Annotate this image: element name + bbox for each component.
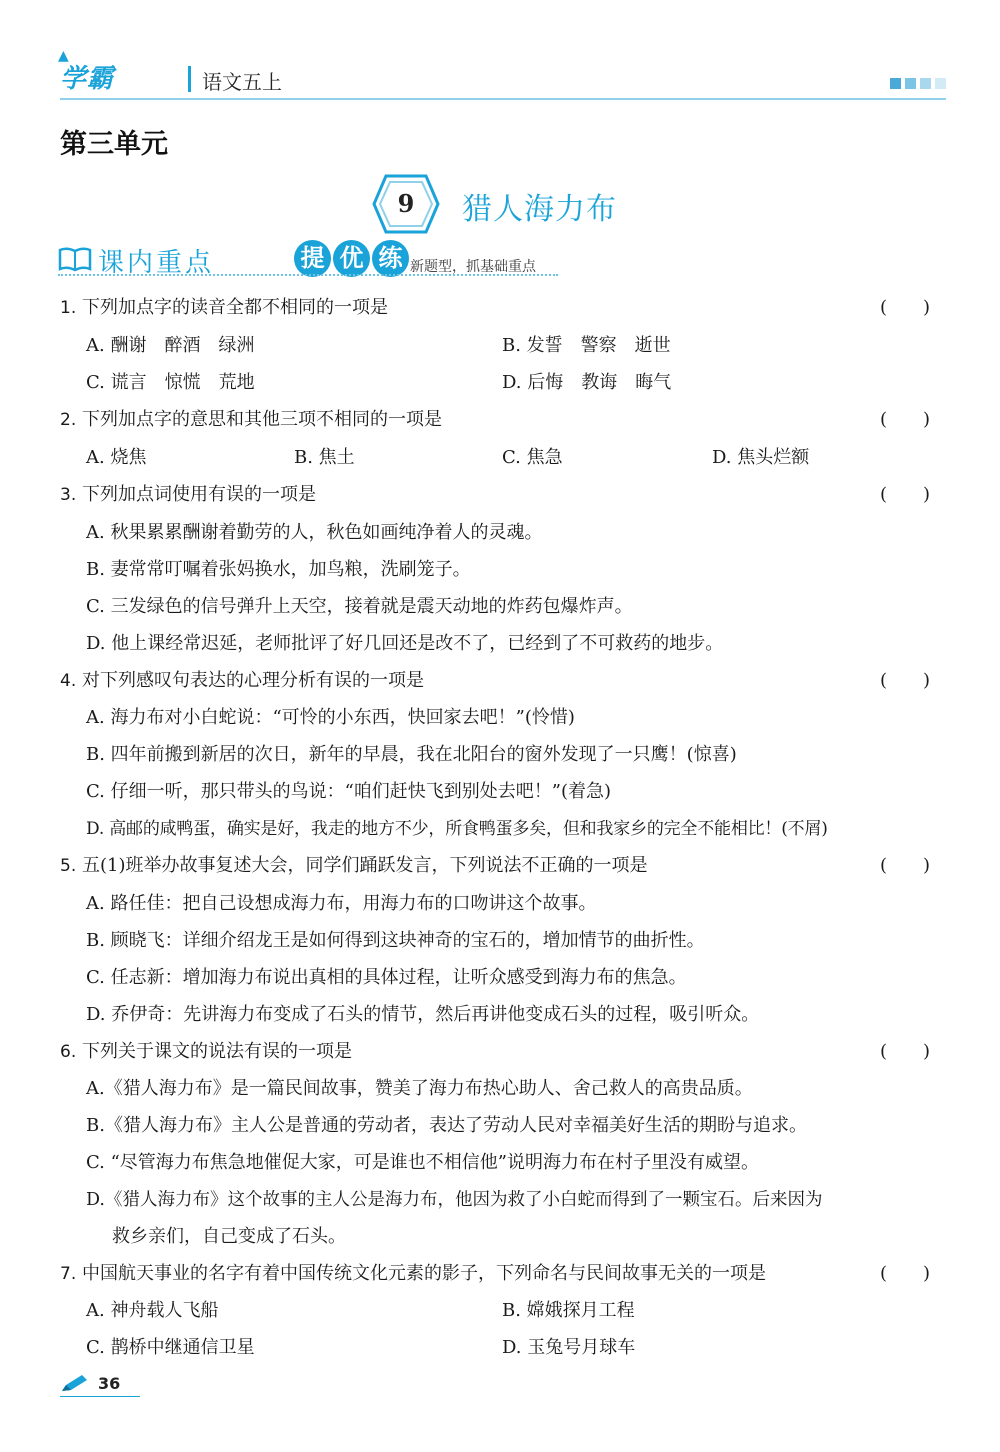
option-c: C. 任志新：增加海力布说出真相的具体过程，让听众感受到海力布的焦急。 (86, 967, 687, 988)
option-b: B. 四年前搬到新居的次日，新年的早晨，我在北阳台的窗外发现了一只鹰！(惊喜) (86, 744, 737, 765)
question-number: 4. (60, 671, 77, 691)
question-stem: 下列关于课文的说法有误的一项是 (81, 1041, 352, 1062)
graduation-cap-icon: ▲ (58, 48, 70, 64)
option-b: B. 发誓 警察 逝世 (502, 335, 671, 356)
unit-title: 第三单元 (60, 129, 168, 160)
decor-square (890, 78, 901, 89)
option-a: A. 酬谢 醉酒 绿洲 (86, 335, 255, 356)
option-a: A. 路任佳：把自己设想成海力布，用海力布的口吻讲这个故事。 (86, 893, 597, 914)
option-a: A. 秋果累累酬谢着勤劳的人，秋色如画纯净着人的灵魂。 (86, 522, 543, 543)
footer-rule (60, 1396, 140, 1397)
option-d: D. 玉兔号月球车 (502, 1337, 636, 1358)
answer-bracket[interactable]: ( ) (880, 409, 931, 430)
question-7 (60, 1262, 766, 1286)
option-d: D. 焦头烂额 (712, 447, 810, 468)
question-stem: 中国航天事业的名字有着中国传统文化元素的影子，下列命名与民间故事无关的一项是 (81, 1263, 766, 1284)
option-c: C. 仔细一听，那只带头的鸟说：“咱们赶快飞到别处去吧！”(着急) (86, 781, 612, 802)
option-a: A.《猎人海力布》是一篇民间故事，赞美了海力布热心助人、舍己救人的高贵品质。 (86, 1078, 753, 1099)
book-title: 语文五上 (202, 70, 282, 94)
question-number: 2. (60, 410, 77, 430)
lesson-number: 9 (397, 189, 415, 218)
decor-square (920, 78, 931, 89)
option-c: C. “尽管海力布焦急地催促大家，可是谁也不相信他”说明海力布在村子里没有威望。 (86, 1152, 759, 1173)
option-b: B. 焦土 (294, 447, 355, 468)
section-tagline: 新题型，抓基础重点 (410, 259, 536, 275)
option-c: C. 鹊桥中继通信卫星 (86, 1337, 255, 1358)
open-book-icon (58, 246, 92, 272)
question-5 (60, 854, 647, 878)
header-decoration (890, 78, 946, 89)
option-d: D. 他上课经常迟延，老师批评了好几回还是改不了，已经到了不可救药的地步。 (86, 633, 724, 654)
option-a: A. 神舟载人飞船 (86, 1300, 219, 1321)
option-a: A. 海力布对小白蛇说：“可怜的小东西，快回家去吧！”(怜惜) (86, 707, 575, 728)
pencil-icon (60, 1374, 90, 1394)
lesson-title: 猎人海力布 (462, 192, 617, 227)
option-b: B. 嫦娥探月工程 (502, 1300, 635, 1321)
section-label: 课内重点 (98, 248, 215, 278)
answer-bracket[interactable]: ( ) (880, 1263, 931, 1284)
page-number: 36 (98, 1374, 121, 1393)
badge-char: 提 (294, 240, 331, 277)
option-d-continued: 救乡亲们，自己变成了石头。 (112, 1226, 346, 1247)
header-divider (188, 66, 191, 92)
question-6 (60, 1040, 352, 1064)
question-number: 7. (60, 1264, 77, 1284)
brand-logo-text: 学霸 (60, 64, 115, 94)
answer-bracket[interactable]: ( ) (880, 1041, 931, 1062)
brand-logo (58, 48, 115, 95)
question-number: 6. (60, 1042, 77, 1062)
decor-square (935, 78, 946, 89)
question-1 (60, 296, 388, 320)
answer-bracket[interactable]: ( ) (880, 855, 931, 876)
page-header (58, 48, 946, 102)
answer-bracket[interactable]: ( ) (880, 484, 931, 505)
section-badge (294, 240, 409, 277)
badge-char: 优 (333, 240, 370, 277)
question-stem: 下列加点字的读音全都不相同的一项是 (81, 297, 388, 318)
option-c: C. 焦急 (502, 447, 563, 468)
option-b: B. 妻常常叮嘱着张妈换水，加鸟粮，洗刷笼子。 (86, 559, 471, 580)
decor-square (905, 78, 916, 89)
question-stem: 下列加点词使用有误的一项是 (81, 484, 316, 505)
option-c: C. 谎言 惊慌 荒地 (86, 372, 255, 393)
question-number: 1. (60, 298, 77, 318)
option-b: B. 顾晓飞：详细介绍龙王是如何得到这块神奇的宝石的，增加情节的曲折性。 (86, 930, 705, 951)
option-a: A. 烧焦 (86, 447, 147, 468)
option-d: D.《猎人海力布》这个故事的主人公是海力布，他因为救了小白蛇而得到了一颗宝石。后来因为 (86, 1190, 823, 1210)
option-b: B.《猎人海力布》主人公是普通的劳动者，表达了劳动人民对幸福美好生活的期盼与追求。 (86, 1115, 807, 1136)
question-stem: 下列加点字的意思和其他三项不相同的一项是 (81, 409, 442, 430)
question-number: 5. (60, 856, 77, 876)
answer-bracket[interactable]: ( ) (880, 670, 931, 691)
section-banner (58, 240, 578, 282)
option-d: D. 后悔 教诲 晦气 (502, 372, 672, 393)
option-d: D. 乔伊奇：先讲海力布变成了石头的情节，然后再讲他变成石头的过程，吸引听众。 (86, 1004, 760, 1025)
question-2 (60, 408, 442, 432)
question-stem: 对下列感叹句表达的心理分析有误的一项是 (81, 670, 424, 691)
option-d: D. 高邮的咸鸭蛋，确实是好，我走的地方不少，所食鸭蛋多矣，但和我家乡的完全不能相比！(不屑) (86, 819, 828, 839)
question-4 (60, 669, 424, 693)
question-stem: 五(1)班举办故事复述大会，同学们踊跃发言，下列说法不正确的一项是 (81, 855, 648, 876)
option-c: C. 三发绿色的信号弹升上天空，接着就是震天动地的炸药包爆炸声。 (86, 596, 633, 617)
answer-bracket[interactable]: ( ) (880, 297, 931, 318)
badge-char: 练 (372, 240, 409, 277)
dotted-rule (58, 274, 558, 276)
header-rule (60, 98, 946, 100)
question-3 (60, 483, 316, 507)
question-number: 3. (60, 485, 77, 505)
page-footer (60, 1372, 140, 1398)
lesson-heading (372, 174, 672, 234)
